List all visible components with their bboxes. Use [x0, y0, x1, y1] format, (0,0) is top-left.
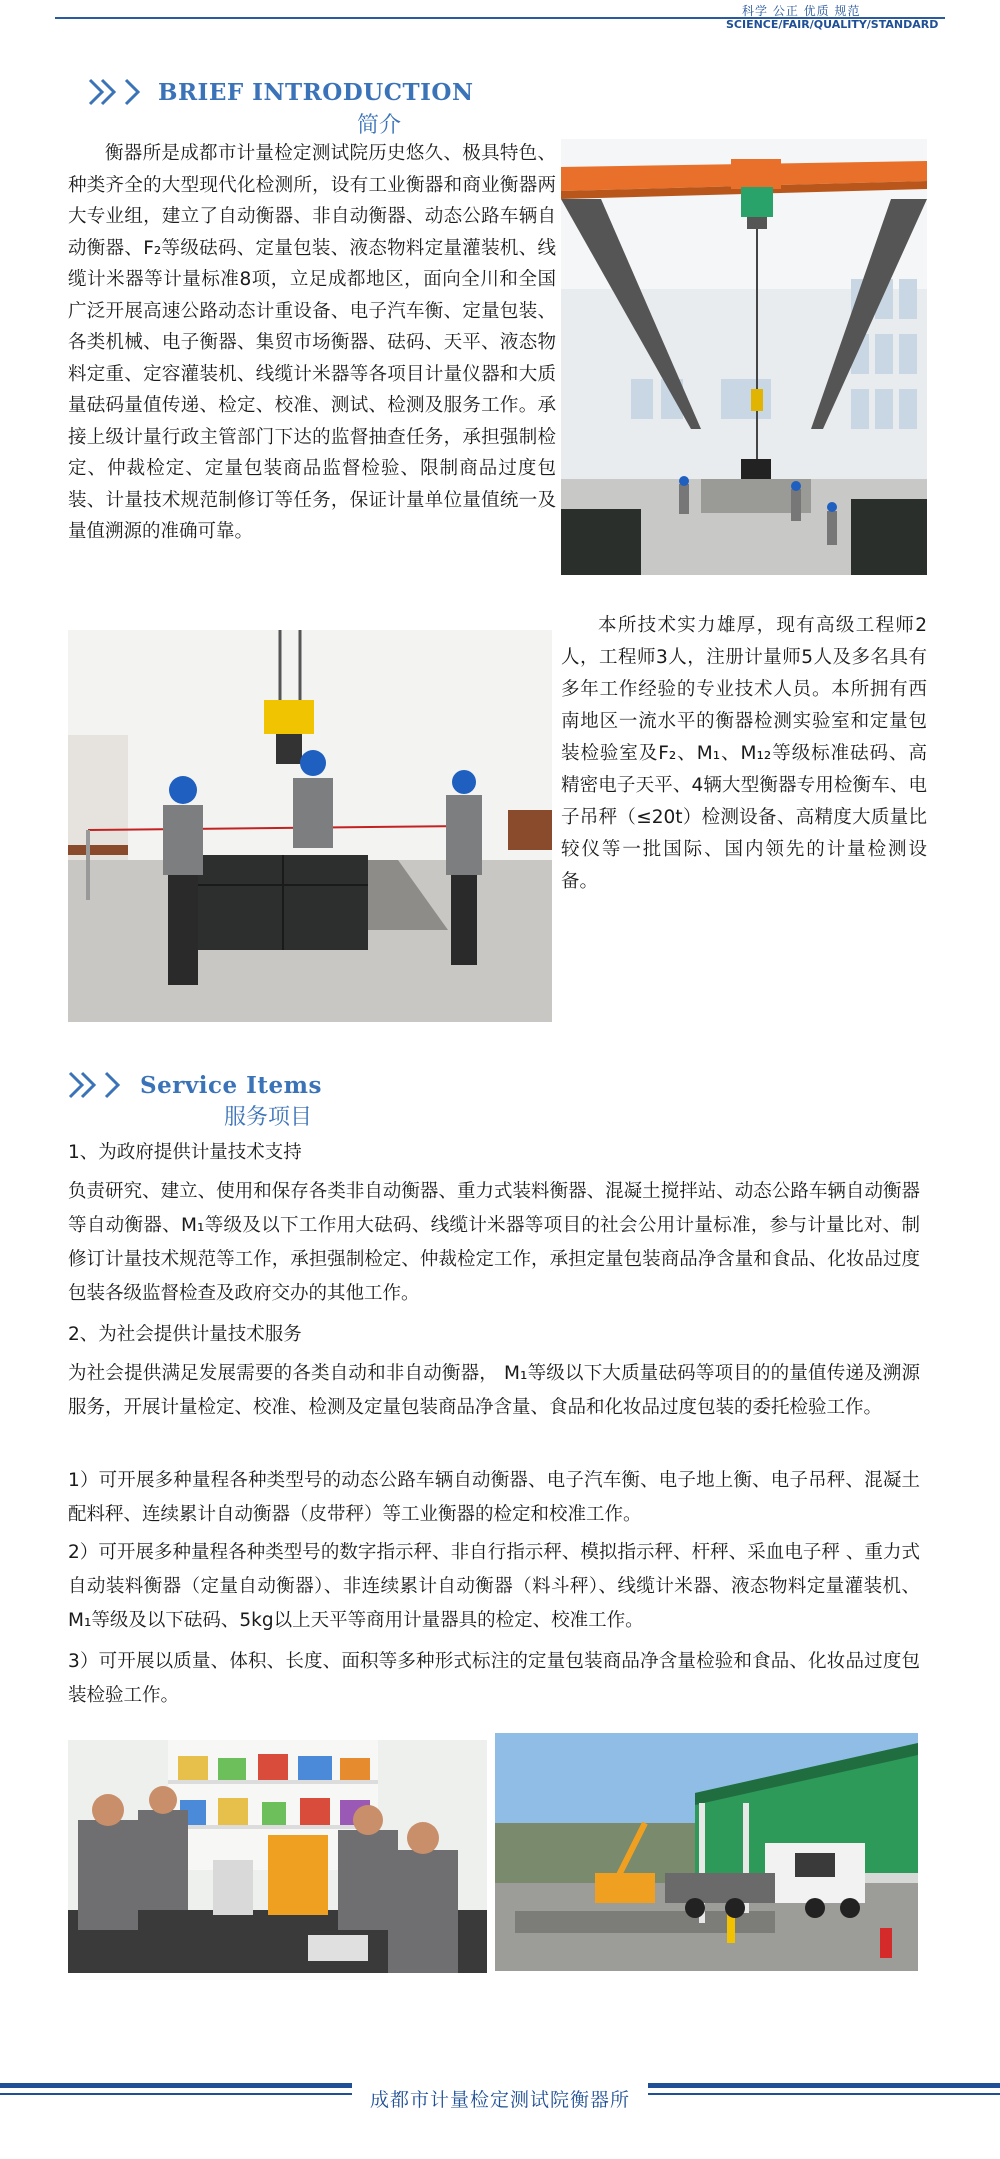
- lab-inspection-photo: [68, 1740, 487, 1973]
- services-title-cn: 服务项目: [224, 1105, 313, 1130]
- footer-bar-left: [0, 2083, 352, 2088]
- footer-bar-right: [648, 2083, 1000, 2088]
- service-heading-1: 1、为政府提供计量技术支持: [68, 1142, 302, 1163]
- slogan-cn: 科学 公正 优质 规范: [742, 4, 861, 18]
- crane-hall-photo: [561, 139, 927, 575]
- service-paragraph-1: 负责研究、建立、使用和保存各类非自动衡器、重力式装料衡器、混凝土搅拌站、动态公路车辆自动衡器等自动衡器、M₁等级及以下工作用大砝码、线缆计米器等项目的社会公用计量标准，参与计量比对、制修订计量技术规范等工作，承担强制检定、仲裁检定工作，承担定量包装商品净含量和食品、化妆品过度包装各级监督检查及政府交办的其他工作。: [68, 1181, 920, 1304]
- intro-title-en: BRIEF INTRODUCTION: [158, 78, 474, 106]
- services-title-en: Service Items: [140, 1071, 322, 1099]
- service-paragraph-2: 为社会提供满足发展需要的各类自动和非自动衡器， M₁等级以下大质量砝码等项目的的量值传递及溯源服务，开展计量检定、校准、检测及定量包装商品净含量、食品和化妆品过度包装的委托检验工作。: [68, 1363, 920, 1418]
- footer-org-name: 成都市计量检定测试院衡器所: [369, 2089, 630, 2111]
- slogan-en: SCIENCE/FAIR/QUALITY/STANDARD: [726, 18, 939, 31]
- intro-paragraph-1: 衡器所是成都市计量检定测试院历史悠久、极具特色、种类齐全的大型现代化检测所，设有工业衡器和商业衡器两大专业组，建立了自动衡器、非自动衡器、动态公路车辆自动衡器、F₂等级砝码、定量包装、液态物料定量灌装机、线缆计米器等计量标准8项，立足成都地区，面向全川和全国广泛开展高速公路动态计重设备、电子汽车衡、定量包装、各类机械、电子衡器、集贸市场衡器、砝码、天平、液态物料定重、定容灌装机、线缆计米器等各项目计量仪器和大质量砝码量值传递、检定、校准、测试、检测及服务工作。承接上级计量行政主管部门下达的监督抽查任务，承担强制检定、仲裁检定、定量包装商品监督检验、限制商品过度包装、计量技术规范制修订等任务，保证计量单位量值统一及量值溯源的准确可靠。: [68, 143, 556, 542]
- weights-lifting-photo: [68, 630, 552, 1022]
- service-item-2: 2）可开展多种量程各种类型号的数字指示秤、非自行指示秤、模拟指示秤、杆秤、采血电子秤 、重力式自动装料衡器（定量自动衡器）、非连续累计自动衡器（料斗秤）、线缆计米器、液态物料定量灌装机、M₁等级及以下砝码、5kg以上天平等商用计量器具的检定、校准工作。: [68, 1542, 920, 1631]
- truck-weighbridge-photo: [495, 1733, 918, 1971]
- service-item-3: 3）可开展以质量、体积、长度、面积等多种形式标注的定量包装商品净含量检验和食品、化妆品过度包装检验工作。: [68, 1651, 920, 1706]
- intro-heading: [88, 77, 473, 107]
- service-item-1: 1）可开展多种量程各种类型号的动态公路车辆自动衡器、电子汽车衡、电子地上衡、电子吊秤、混凝土配料秤、连续累计自动衡器（皮带秤）等工业衡器的检定和校准工作。: [68, 1470, 920, 1525]
- intro-title-cn: 简介: [357, 113, 402, 138]
- double-chevron-icon: [68, 1070, 126, 1100]
- intro-paragraph-2: 本所技术实力雄厚，现有高级工程师2人，工程师3人，注册计量师5人及多名具有多年工作经验的专业技术人员。本所拥有西南地区一流水平的衡器检测实验室和定量包装检验室及F₂、M₁、M₁₂等级标准砝码、高精密电子天平、4辆大型衡器专用检衡车、电子吊秤（≤20t）检测设备、高精度大质量比较仪等一批国际、国内领先的计量检测设备。: [561, 615, 927, 892]
- services-heading: [68, 1070, 322, 1100]
- service-heading-2: 2、为社会提供计量技术服务: [68, 1324, 302, 1345]
- double-chevron-icon: [88, 77, 146, 107]
- footer-bar-left-thin: [0, 2093, 352, 2095]
- footer-bar-right-thin: [648, 2093, 1000, 2095]
